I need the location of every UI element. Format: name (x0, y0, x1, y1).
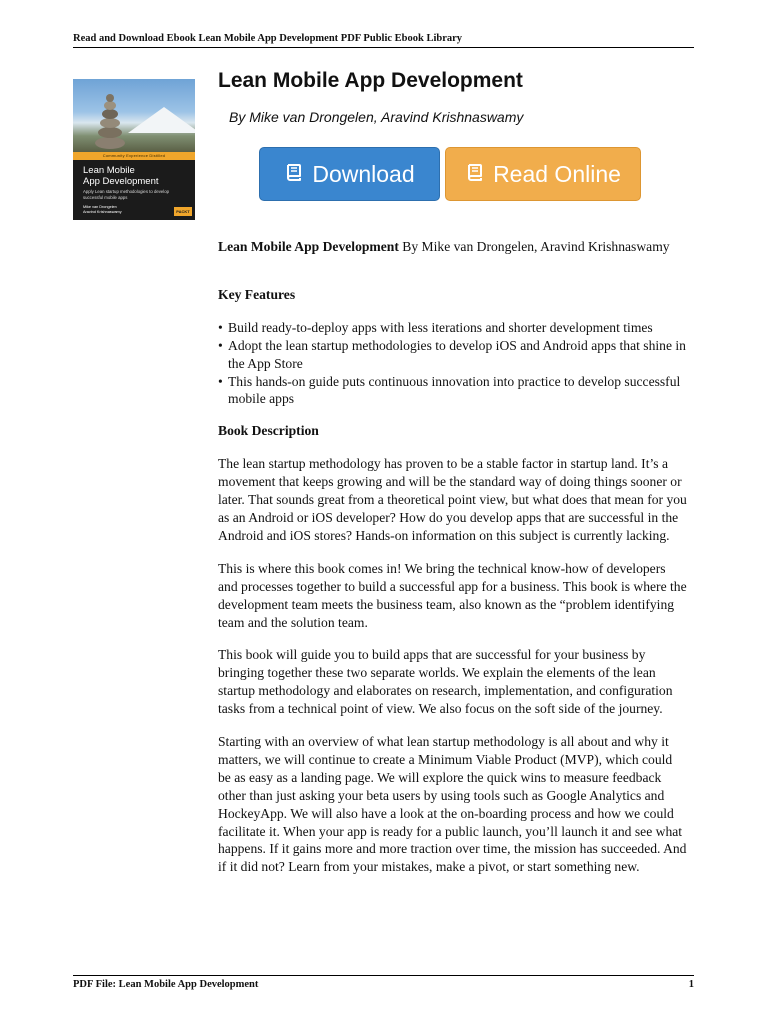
cover-publisher-logo: PACKT (174, 207, 192, 216)
list-item: • Build ready-to-deploy apps with less iterations and shorter development times (218, 319, 688, 337)
download-label: Download (312, 160, 415, 187)
book-cover-image[interactable] (73, 79, 195, 220)
description-paragraph: The lean startup methodology has proven to be a stable factor in startup land. It’s a movement that keeps growing and will be the standard way of doing things sooner or later. That sounds great from a theoretical point view, but what does that mean for you as an Android or iOS developer? How do you develop apps that are successful in the Android and iOS stores? Hands-on information on this subject is currently lacking. (218, 456, 687, 543)
description-paragraph: This book will guide you to build apps that are successful for your business by bringing together these two separate worlds. We explain the elements of the lean startup methodology and elaborates on research, implementation, and configuration tasks from a technical point of view. We also focus on the soft side of the journey. (218, 647, 673, 717)
book-title: Lean Mobile App Development (218, 69, 523, 92)
description-paragraph: This is where this book comes in! We bring the technical know-how of developers and processes together to build a successful app for a business. This book is where the development team meets the business team, also known as the “problem identifying team and the solution team. (218, 560, 687, 630)
footer-file-label: PDF File: Lean Mobile App Development (73, 979, 259, 990)
description-paragraph: Starting with an overview of what lean startup methodology is all about and why it matters, we will continue to create a Minimum Viable Product (MVP), which could be as easy as a landing page. We will explore the quick wins to measure feedback other than just asking your beta users by using tools such as Google Analytics and HockeyApp. We will also have a look at the on-boarding process and how we could facilitate it. When your app is ready for a public launch, you’ll launch it and see what happens. If it gains more and more traction over time, the mission has succeeded. And if it did not? Learn from your mistakes, make a pivot, or start something new. (218, 734, 687, 875)
book-description-heading: Book Description (218, 423, 319, 439)
cover-cairn-stone (95, 137, 125, 149)
book-icon (465, 161, 485, 188)
lead-authors: By Mike van Drongelen, Aravind Krishnaswamy (398, 239, 670, 254)
cover-mountain (128, 107, 195, 133)
lead-line (218, 238, 688, 256)
cover-author: Aravind Krishnaswamy (83, 210, 122, 214)
key-features-heading: Key Features (218, 286, 296, 302)
cover-title-line2: App Development (83, 176, 159, 187)
cover-author: Mike van Drongelen (83, 205, 117, 209)
book-byline: By Mike van Drongelen, Aravind Krishnaswamy (229, 109, 524, 125)
list-item: • Adopt the lean startup methodologies to develop iOS and Android apps that shine in the App Store (218, 337, 688, 373)
page-number: 1 (688, 979, 694, 990)
features-list (218, 319, 688, 409)
read-online-button[interactable] (445, 147, 641, 201)
read-online-label: Read Online (493, 160, 621, 187)
cover-title-line1: Lean Mobile (83, 165, 135, 176)
cover-cairn-stone (104, 101, 116, 110)
cover-cairn-stone (106, 94, 114, 102)
list-item: • This hands-on guide puts continuous innovation into practice to develop successful mobile apps (218, 373, 688, 409)
cover-cairn-stone (102, 109, 118, 119)
page-header: Read and Download Ebook Lean Mobile App Development PDF Public Ebook Library (73, 32, 694, 48)
download-button[interactable] (259, 147, 440, 201)
lead-title: Lean Mobile App Development (218, 239, 399, 254)
cover-title (83, 165, 189, 187)
cover-subtitle: Apply Lean startup methodologies to develop successful mobile apps (83, 189, 169, 200)
cover-cairn-stone (100, 118, 120, 128)
cover-authors (83, 205, 163, 215)
page-footer (73, 975, 694, 991)
cover-cairn-stone (98, 127, 122, 138)
book-content (218, 238, 688, 891)
cover-series-strip: Community Experience Distilled (73, 152, 195, 160)
book-icon (284, 161, 304, 188)
